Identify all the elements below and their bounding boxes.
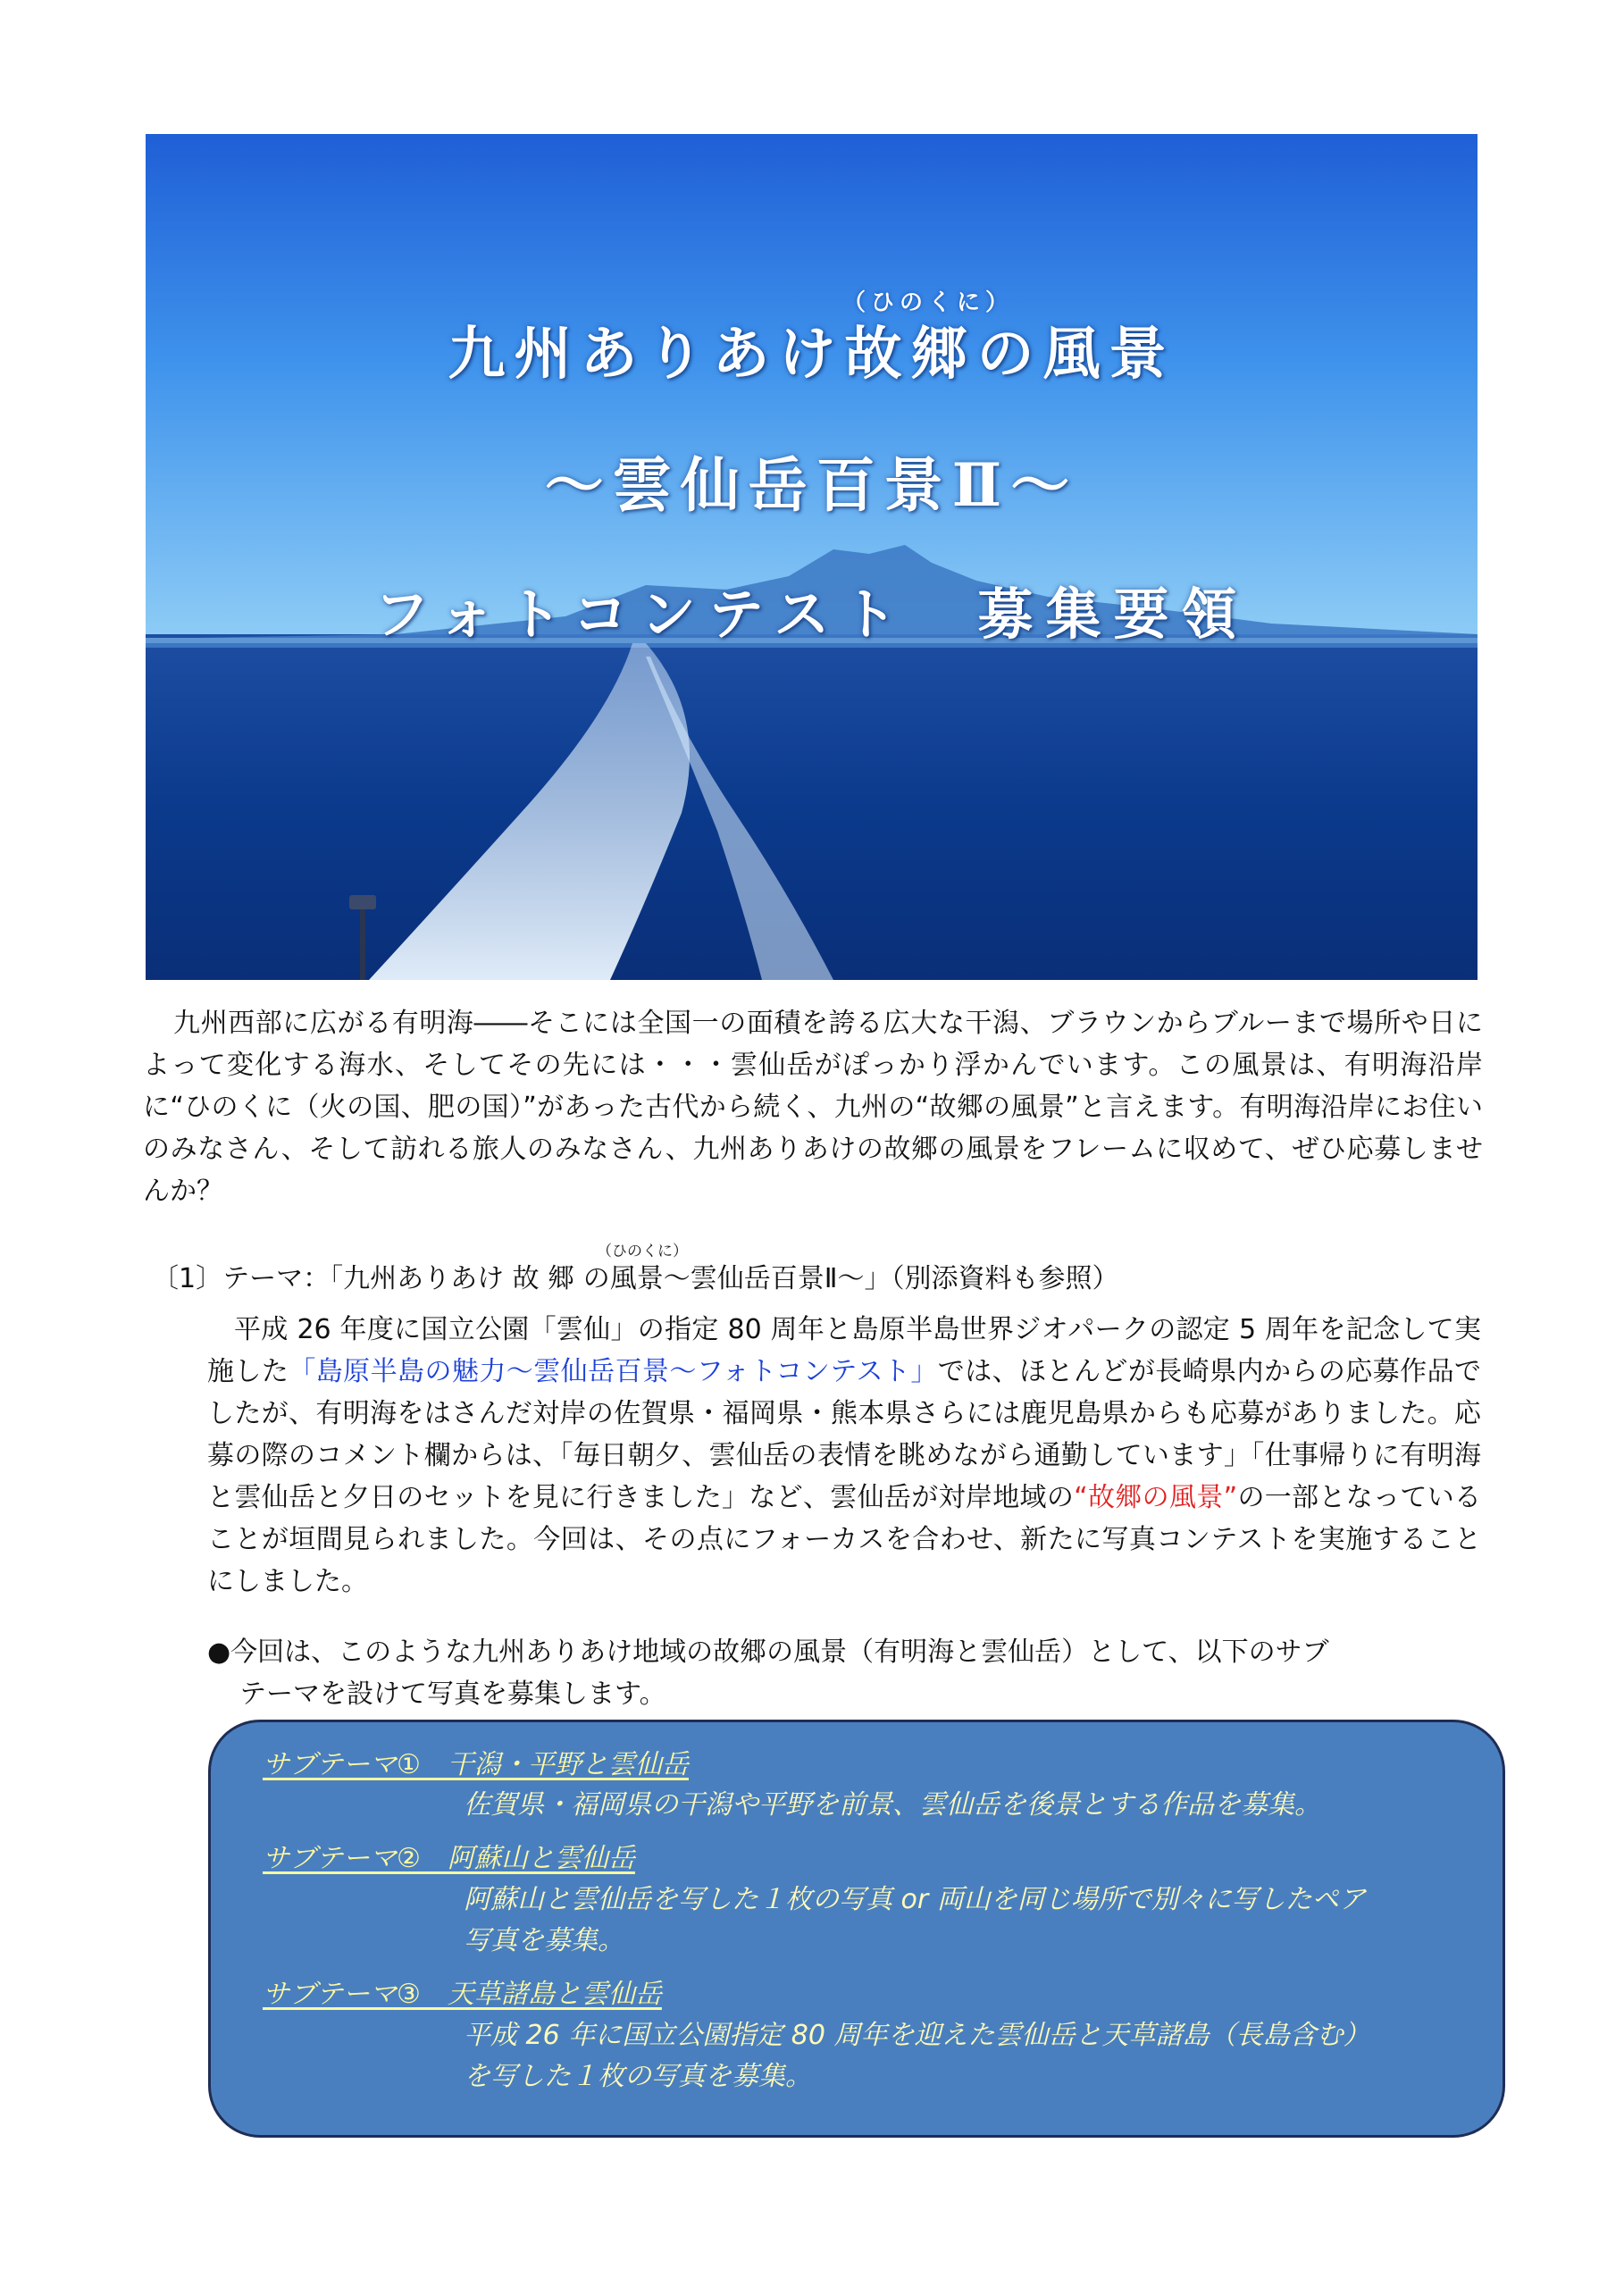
subtheme-2-label: サブテーマ② 阿蘇山と雲仙岳 [263,1843,635,1874]
intro-paragraph: 九州西部に広がる有明海――そこには全国一の面積を誇る広大な干潟、ブラウンからブルーまで場所や日によって変化する海水、そしてその先には・・・雲仙岳がぽっかり浮かんでいます。この風景は、有明海沿岸に“ひのくに（火の国、肥の国）”があった古代から続く、九州の“故郷の風景”と言えます。有明海沿岸にお住いのみなさん、そして訪れる旅人のみなさん、九州ありあけの故郷の風景をフレームに収めて、ぜひ応募しませんか？ [143,1008,1483,1207]
subtheme-2-desc-2: 写真を募集。 [464,1925,624,1956]
section-heading: 〔1〕テーマ：「九州ありあけ 故 郷 の風景～雲仙岳百景Ⅱ～」（別添資料も参照） [152,1263,1119,1294]
page-title: 九州ありあけ故郷の風景 [448,321,1176,388]
previous-contest-name: 「島原半島の魅力～雲仙岳百景～フォトコンテスト」 [289,1356,938,1387]
subtheme-box [208,1720,1505,2138]
subtheme-3-label: サブテーマ③ 天草諸島と雲仙岳 [263,1979,662,2010]
section-body [207,1309,1481,1603]
subtheme-1-desc: 佐賀県・福岡県の干潟や平野を前景、雲仙岳を後景とする作品を募集。 [464,1789,1321,1821]
subtheme-3-desc-1: 平成 26 年に国立公園指定 80 周年を迎えた雲仙岳と天草諸島（長島含む） [464,2020,1370,2051]
bullet-line-2: テーマを設けて写真を募集します。 [239,1679,666,1710]
subtheme-1-label: サブテーマ① 干潟・平野と雲仙岳 [263,1749,689,1780]
hometown-scenery-highlight: “故郷の風景” [1074,1482,1238,1513]
page-subtitle-2: フォトコンテスト 募集要領 [373,582,1250,647]
section-body-part2: では、ほとんどが長崎県内からの応募作品でしたが、有明海をはさんだ対岸の佐賀県・福岡県・熊本県さらには鹿児島県からも応募がありました。応募の際のコメント欄からは、「毎日朝夕、雲仙岳の表情を眺めながら通勤しています」「仕事帰りに有明海と雲仙岳と夕日のセットを見に行きました」など、雲仙岳が対岸地域の [207,1356,1482,1513]
subtheme-3-desc-2: を写した１枚の写真を募集。 [464,2061,812,2092]
section-body-part3: の一部となっていることが垣間見られました。今回は、その点にフォーカスを合わせ、新たに写真コンテストを実施することにしました。 [207,1482,1482,1597]
page-subtitle: ～雲仙岳百景Ⅱ～ [544,450,1079,520]
hero-photo [146,134,1478,980]
title-ruby: （ひのくに） [842,289,1015,316]
sea-wake-photo [146,134,1478,980]
subtheme-2-desc-1: 阿蘇山と雲仙岳を写した１枚の写真 or 両山を同じ場所で別々に写したペア [464,1884,1366,1915]
bullet-line-1: ●今回は、このような九州ありあけ地域の故郷の風景（有明海と雲仙岳）として、以下のサブ [207,1637,1329,1668]
bullet-paragraph [207,1631,1481,1715]
section-ruby: （ひのくに） [597,1243,688,1260]
section-body-part1: 平成 26 年度に国立公園「雲仙」の指定 80 周年と島原半島世界ジオパークの認定 5 周年を記念して実施した [207,1314,1481,1387]
